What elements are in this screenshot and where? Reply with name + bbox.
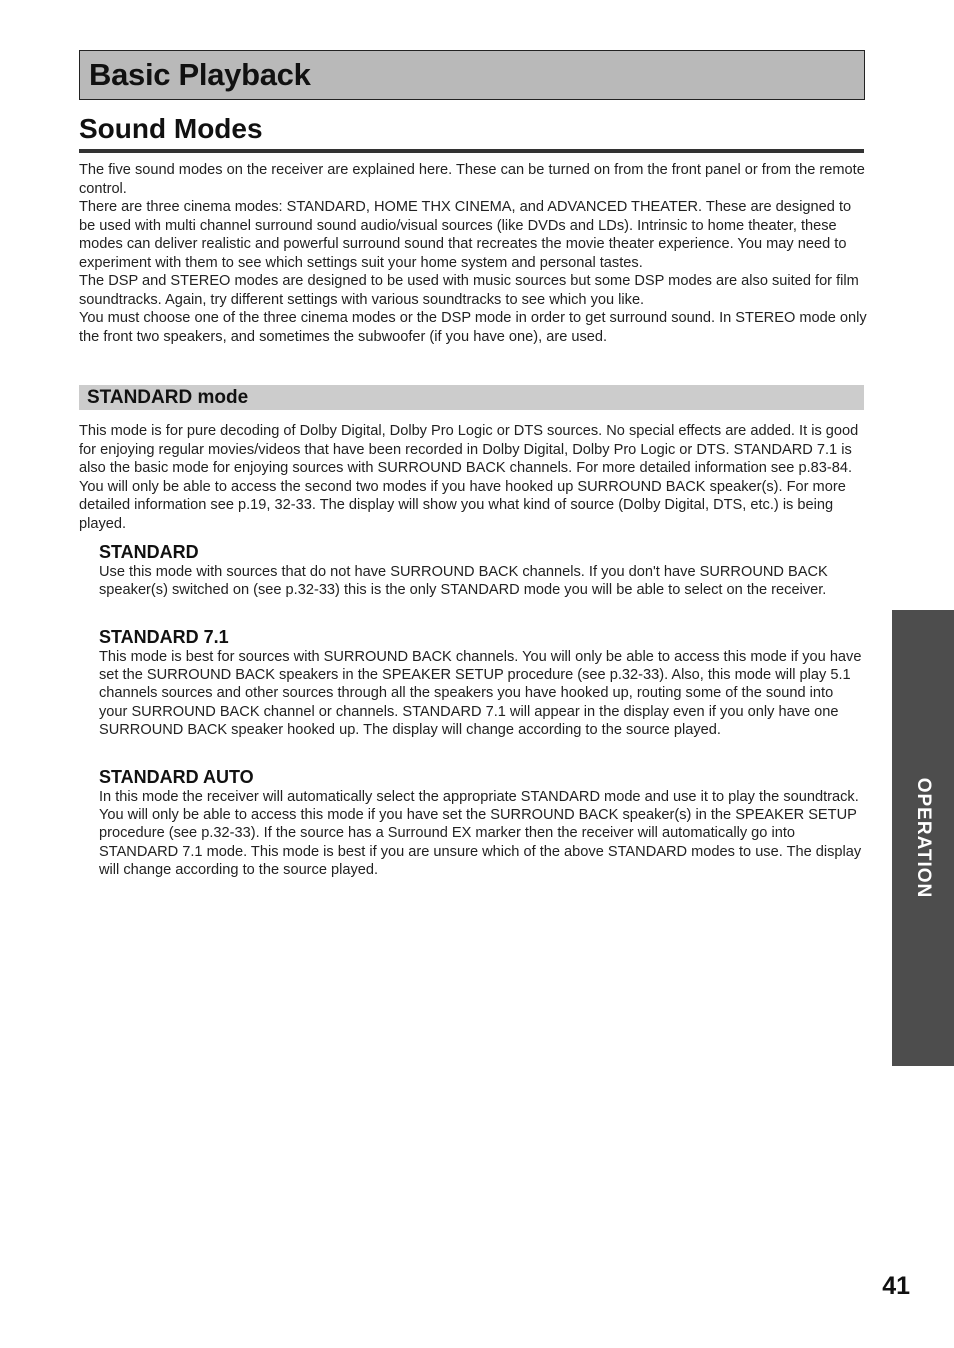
- intro-paragraph: The DSP and STEREO modes are designed to be used with music sources but some DSP modes are also suited for film soundtracks. Again, try different settings with various soundtracks to see which you like.: [79, 273, 859, 308]
- mode-text: Use this mode with sources that do not have SURROUND BACK channels. If you don't have SURROUND BACK speaker(s) switched on (see p.32-33) this is the only STANDARD mode you will be able to select on the receiver.: [99, 564, 828, 599]
- chapter-banner: [79, 50, 865, 100]
- page-number: 41: [882, 1272, 910, 1300]
- side-tab: [892, 610, 954, 1066]
- mode-item-standard-7-1: [99, 626, 864, 739]
- intro-paragraph: You must choose one of the three cinema modes or the DSP mode in order to get surround sound. In STEREO mode only the front two speakers, and sometimes the subwoofer (if you have one), are used.: [79, 310, 867, 345]
- intro-text: [79, 161, 867, 346]
- mode-heading: STANDARD 7.1: [99, 627, 229, 647]
- mode-text: In this mode the receiver will automatically select the appropriate STANDARD mode and use it to play the soundtrack. You will only be able to access this mode if you have set the SURROUND BACK speaker(s) in the SPEAKER SETUP procedure (see p.32-33). If the source has a Surround EX marker then the receiver will automatically go into STANDARD 7.1 mode. This mode is best if you are unsure which of the above STANDARD modes to use. The display will change according to the source played.: [99, 789, 862, 878]
- subsection-title: STANDARD mode: [87, 387, 249, 408]
- mode-item-standard: [99, 541, 864, 599]
- side-tab-label: OPERATION: [913, 777, 934, 899]
- subsection-banner: [79, 385, 864, 410]
- chapter-title: Basic Playback: [89, 57, 311, 92]
- mode-item-standard-auto: [99, 766, 864, 879]
- mode-heading: STANDARD AUTO: [99, 767, 254, 787]
- standard-mode-description: This mode is for pure decoding of Dolby Digital, Dolby Pro Logic or DTS sources. No special effects are added. It is good for enjoying regular movies/videos that have been recorded in Dolby Digital, Dolby Pro Logic or DTS. STANDARD 7.1 is also the basic mode for enjoying sources with SURROUND BACK channels. For more detailed information see p.83-84. You will only be able to access the second two modes if you have hooked up SURROUND BACK speaker(s). For more detailed information see p.19, 32-33. The display will show you what kind of source (Dolby Digital, DTS, etc.) is being played.: [79, 423, 859, 532]
- intro-paragraph: There are three cinema modes: STANDARD, HOME THX CINEMA, and ADVANCED THEATER. These are designed to be used with multi channel surround sound audio/visual sources (like DVDs and LDs). Intrinsic to home theater, these modes can deliver realistic and powerful surround sound that recreates the movie theater experience. You may need to experiment with them to see which settings suit your home system and personal tastes.: [79, 199, 852, 271]
- mode-text: This mode is best for sources with SURROUND BACK channels. You will only be able to access this mode if you have set the SURROUND BACK speakers in the SPEAKER SETUP procedure (see p.32-33). Also, this mode will play 5.1 channels sources and other sources through all the speakers you have hooked up, routing some of the sound into your SURROUND BACK channel or channels. STANDARD 7.1 will appear in the display even if you only have one SURROUND BACK speaker hooked up. The display will change according to the source played.: [99, 649, 862, 738]
- intro-paragraph: The five sound modes on the receiver are explained here. These can be turned on from the front panel or from the remote control.: [79, 162, 865, 197]
- section-title: Sound Modes: [79, 112, 864, 153]
- mode-heading: STANDARD: [99, 542, 199, 562]
